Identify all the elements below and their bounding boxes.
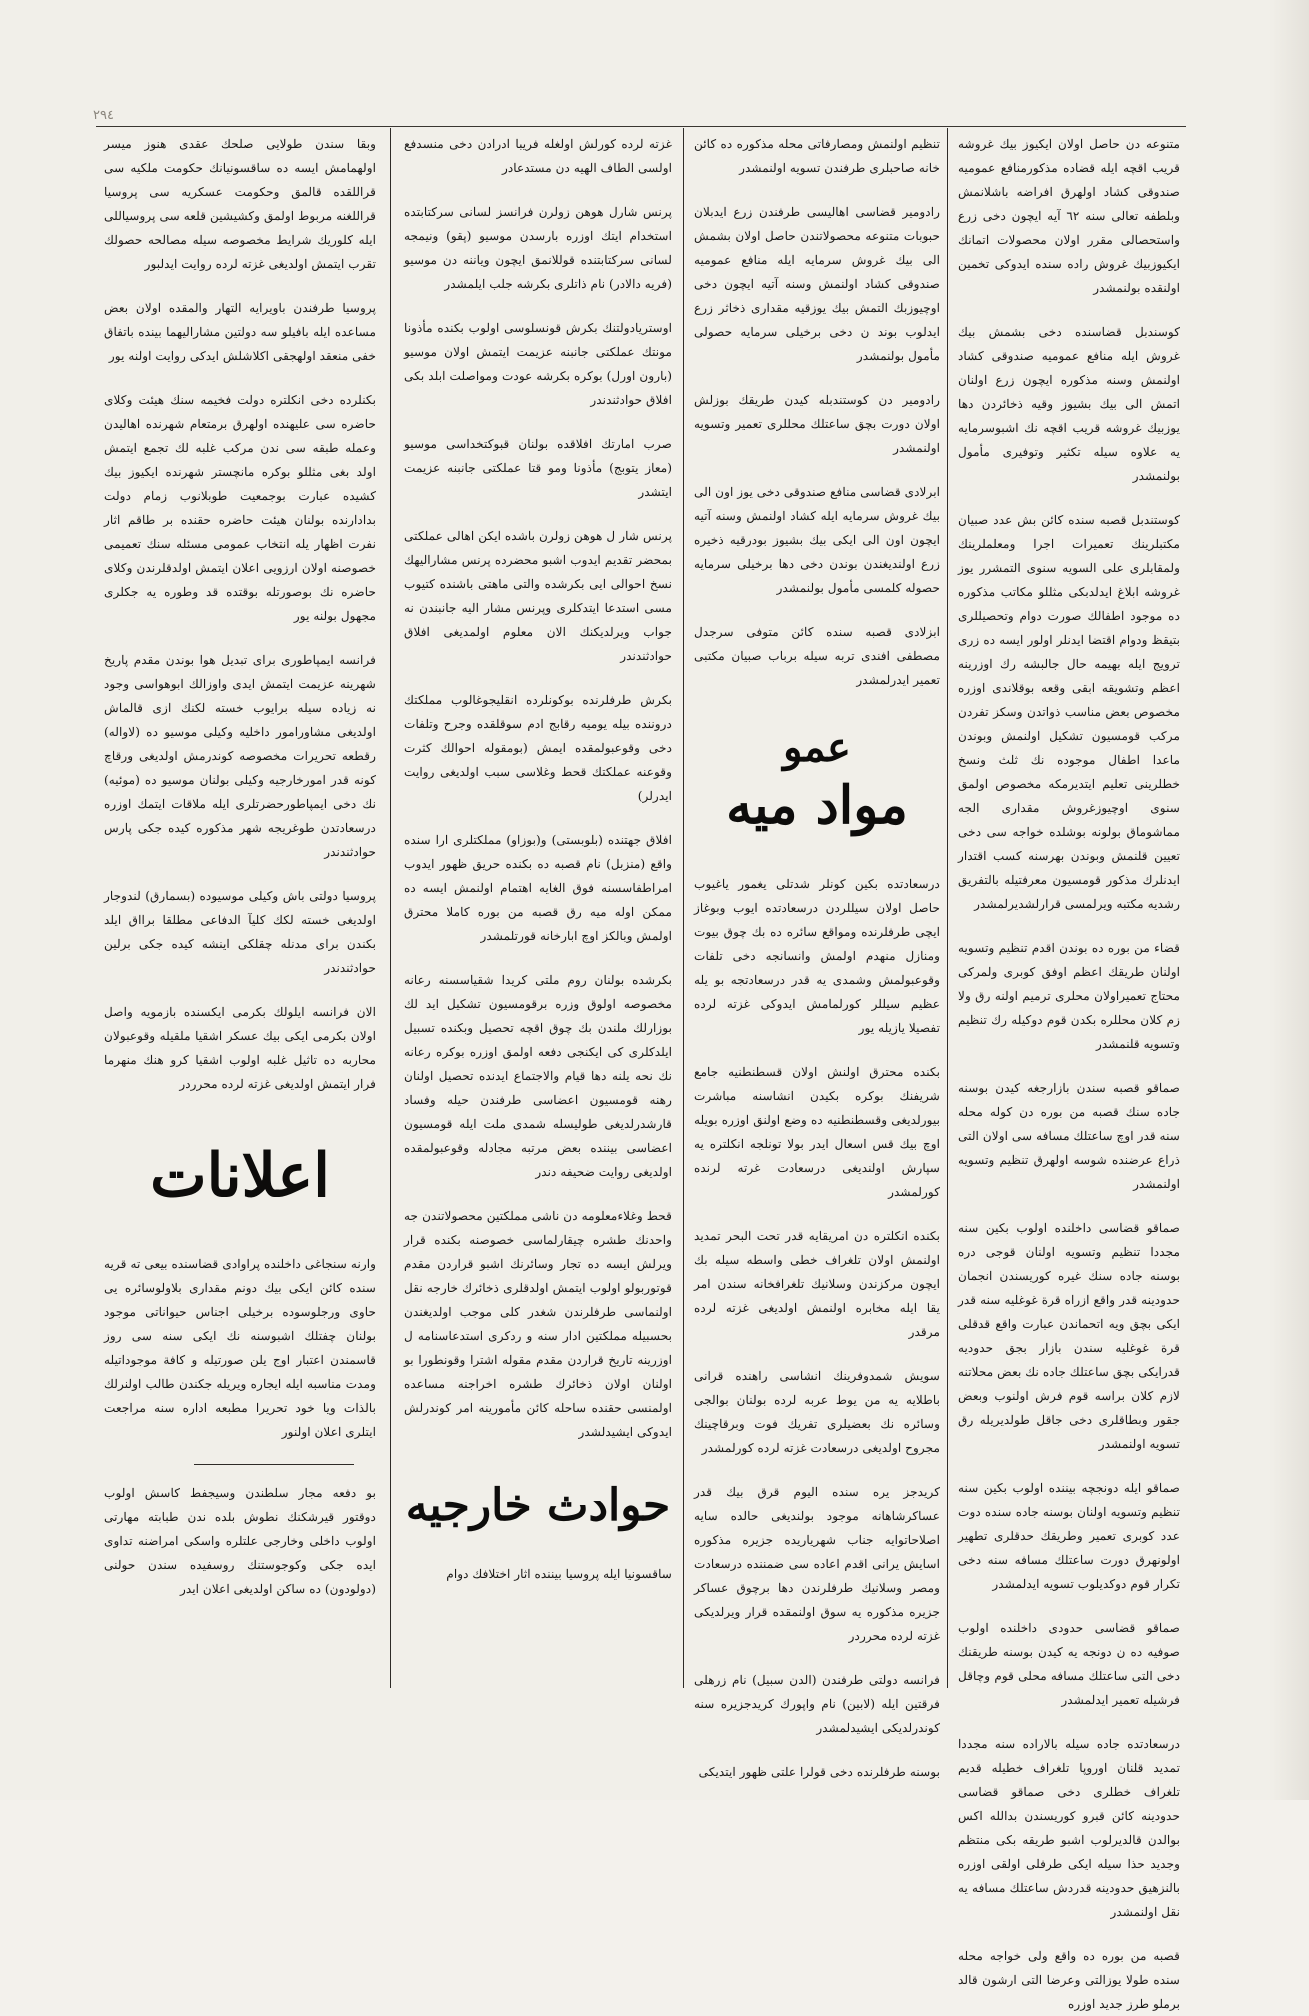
paragraph: افلاق جهتنده (بلوبستى) و(بوزاو) مملكتلرى ارا سنده واقع (منزبل) نام قصبه ده بكنده حريق ظهور ايدوب امراطفاسسنه فوق الغايه اهتمام اولنمش ايسه ده ممكن اوله ميه رق قصبه من بوره كاملا محترق اولمش وبالكز اوچ ابارخانه قورتلمشدر bbox=[404, 833, 672, 943]
paragraph: رادومير دن كوستندبله كيدن طريقك بوزلش اولان دورت بچق ساعتلك محللرى تعمير وتسويه اولنمشدر bbox=[694, 393, 940, 455]
section-heading-ilanat: اعلانات bbox=[150, 1141, 330, 1211]
column-divider bbox=[390, 128, 391, 1688]
paragraph: كوستندبل قصبه سنده كائن بش عدد صبيان مكتبلرينك تعميرات اجرا ومعلملرينك ولمقابلرى على السويه سنوى التمشرر يوز غروشه ابلاغ ايدلدبكى مثللو مكاتب مذكوره ده موجود اطفالك صورت دوام وتحصيللرى بتيقظ ودوام اقتضا ايدنلر اولور ايسه ده زرى ترويج ايله بهيمه حال جالبشه رك اوزرينه اعظم وتشويقه ابقى وقعه بوقلاندى اوزره مخصوص بعض مناسب ذواتدن وسكز تفردن مركب قومسيون تشكيل اولنمش وبوندن ماعدا اطفال موجوده نك ثلث ونسخ خطلرينى تعليم ايتديرمكه مخصوص اولمق سنوى اوچيوزغروش مقدارى الجه مماشوماق بولونه بوشلده خواجه سى دخى تعيين قلنمش وبوندن بهرسنه كسب اقتدار ايدنلرك مذكور قومسيون معرفتيله بالتفريق رشديه مكتبه ويرلمسى قرارلشديرلمشدر bbox=[958, 513, 1180, 911]
paragraph: كوسندبل قضاسنده دخى بشمش بيك غروش ايله منافع عموميه صندوقى كشاد اولنمش وسنه مذكوره ايچون زرع اولنان اتمش الى بيك بشيوز وقيه ذخائردن دها يوزبيك غروشه قريب اقچه نك اشبوسرمايه يه علاوه سيله تكثير وتوفيرى مأمول بولنمشدر bbox=[958, 325, 1180, 483]
section-heading-mevad bbox=[694, 726, 940, 842]
section-heading-havadis: حوادث خارجیه bbox=[405, 1480, 671, 1531]
heading-mevad-bottom: مواد میه bbox=[726, 775, 908, 836]
paragraph: پروسيا دولتى باش وكيلى موسيوده (بسمارق) لندوجار اولديغى خسته لكك كليآ الدفاعى مطلقا برااق ايلد بكندن براى مدنله چقلكى اينشه كيده جكى برلين حوادثندندر bbox=[104, 889, 376, 975]
paragraph: قحط وغلاءمعلومه دن ناشى مملكتين محصولاتندن جه واحدنك طشره چيقارلماسى خصوصنه بكنده قرار ويرلش ايسه ده تجار وسائرنك اشبو قراردن مقدم قوتوربولو اولوب ايتمش اولدقلرى ذخائرك خارجه نقل اولنماسى طرفلرندن شغدر كلى موجب اولديغندن بحسبيله مملكتين ادار سنه و ردكرى استدعاسنامه ل اوزرينه تاريخ قراردن مقدم مقوله اشترا وقونطورا بو اولنان اولان ذخائرك طشره اخراجنه مساعده اولمنسى حقنده ساحله كائن مأمورينه امر كوندرلش ايدوكى ايشيدلشدر bbox=[404, 1209, 672, 1439]
paragraph: ساقسونيا ايله پروسيا بيننده اثار اختلافك دوام bbox=[446, 1567, 672, 1581]
paragraph: وبقا سندن طولايى صلحك عقدى هنوز ميسر اولهمامش ايسه ده ساقسونيانك حكومت ملكيه سى قراللقده قالمق وحكومت عسكريه سى پروسيا قراللغنه مربوط اولمق وكشيشين قلعه سى پروسياللى ايله كلوريك شرايط مخصوصه سيله مصالحه حصولك تقرب ايتمش اولديغى غزته لرده روايت ايدلبور bbox=[104, 137, 376, 271]
paragraph: بكرشده بولنان روم ملتى كريدا شقياسسنه رعانه مخصوصه اولوق وزره برقومسيون تشكيل ايد لك بوزارلك ملندن بك چوق اقچه تحصيل وبكنده تسبيل ايلدكلرى كى ايكنجى دفعه اولمق اوزره بوكره رعانه نك نحه يلنه دها قيام والاجتماع ايدنده تحصيل اولنان رهنه قومسيون اعضاسى طرفندن حيله وفساد قارشدرلديغى طوليسله شمدى ملت ايله قومسيون اعضاسى بيننده بعض مرتبه مجادله وقوعبولمقده اولديغى روايت ضحيفه دندر bbox=[404, 973, 672, 1179]
paragraph: صرب امارتك افلاقده بولنان قبوكتخداسى موسيو (معاز يتوبج) مأذونا ومو قتا عملكتى جانبنه عزيمت ايتشدر bbox=[404, 437, 672, 499]
paragraph: الان فرانسه ايلولك بكرمى ايكسنده بازمويه واصل اولان بكرمى ايكى بيك عسكر اشقيا ملقيله وقوعبولان محاربه ده تاثيل غلبه اولوب اشقيا كرو هنك منهرما فرار ايتمش اولديغى غزته لرده محرردر bbox=[104, 1005, 376, 1091]
paragraph: وارنه سنجاغى داخلنده پراوادى قضاسنده بيعى ته قريه سنده كائن ايكى بيك دونم مقدارى بلاولوسائره يى حاوى ورجلوسوده برخيلى اجناس حيواناتى موجود بولنان چفتلك اشبوسنه نك ايكى سنه سى روز قاسمندن اعتبار اوج يلن صورتيله و كافة موجوداتيله ومدت مناسبه ايله ايجاره ويريله جكندن طالب اولنرلك بالذات ويا خود تحريرا مطبعه اداره سنه مراجعت ايتلرى اعلان اولنور bbox=[104, 1257, 376, 1439]
paragraph: كريدجز يره سنده اليوم قرق بيك قدر عساكرشاهانه موجود بولنديغى حالده سايه اصلاحاتوايه جناب شهرياريده جزيره مذكوره اسايش يرانى اقدم اعاده سى ضمننده درسعادت ومصر وسلانيك طرفلرندن دها برچوق عساكر جزيره مذكوره يه سوق اولنمقده قرار ويرلديكى غزته لرده محرردر bbox=[694, 1485, 940, 1643]
paragraph: پرنس شارل هوهن زولرن فرانسز لسانى سرکتابتده استخدام ايتك اوزره بارسدن موسيو (پقو) ونيمجه لسانى سركتابتنده قوللانمق ايچون وياننه دن موسيو (فريه دالادر) نام ذاتلرى بكرشه جلب ايلمشدر bbox=[404, 205, 672, 291]
section-divider bbox=[194, 1464, 354, 1465]
paragraph: بو دفعه مجار سلطندن وسيجفط كاسش اولوب دوقتور قيرشكنك نطوش بلده ندن طبابته مهارتى اولوب داخلى وخارجى علتلره واسكى امراضنه تداوى ايده جكى وكوجوستنك روسفيده سندن حولنى (دولودون) ده ساكن اولديغى اعلان ايدر bbox=[104, 1486, 376, 1596]
paragraph: فرانسه دولتى طرفندن (الدن سبيل) نام زرهلى فرقتين ايله (لابين) نام واپورك كريدجزيره سنه كوندرلديكى ايشيدلمشدر bbox=[694, 1673, 940, 1735]
column-3 bbox=[404, 132, 672, 1682]
paragraph: غزته لرده كورلش اولغله فريبا ادرادن دخى منسدفع اولسى الطاف الهيه دن مستدعادر bbox=[404, 137, 672, 175]
page-edge-shadow bbox=[1269, 0, 1309, 1800]
column-4 bbox=[104, 132, 376, 1682]
paragraph: قضاء من بوره ده بوندن اقدم تنظيم وتسويه اولنان طريقك اعظم اوفق كوبرى ولمركى محتاج تعميراولان محلرى ترميم اولنه رق ولا زم كلان محللره بكدن قوم دوكيله رك تنظيم وتسويه قلنمشدر bbox=[958, 941, 1180, 1051]
paragraph: صماقو ايله دونجچه بيننده اولوب بكين سنه تنظيم وتسويه اولنان بوسنه جاده سنده دوت عدد كوبرى تعمير وطريقك حدقلرى تطهير اولونهرق دورت ساعتلك مسافه سنه دخى تكرار قوم دوكديلوب تسويه ايدلمشدر bbox=[958, 1481, 1180, 1591]
column-1 bbox=[958, 132, 1180, 2011]
paragraph: تنظيم اولنمش ومصارفاتى محله مذكوره ده كائن خانه صاحبلرى طرفندن تسويه اولنمشدر bbox=[694, 137, 940, 175]
paragraph: ابزلادى قصبه سنده كائن متوفى سرجدل مصطفى افندى تربه سيله برباب صبيان مكتبى تعمير ايدرلمشدر bbox=[694, 625, 940, 687]
paragraph: پرنس شار ل هوهن زولرن باشده ايكن اهالى عملكتى بمحضر تقديم ايدوب اشبو محضرده پرنس مشاراليهك نسخ احوالى ايى بكرشده والتى ماهتى باشنده كتيوب مسى استدعا ايتدكلرى وپرنس مشار اليه جانبندن نه جواب ويرلديكنك الان معلوم اولمديغى افلاق حوادثندندر bbox=[404, 529, 672, 663]
paragraph: رادومير قضاسى اهاليسى طرفندن زرع ايدبلان حبوبات متنوعه محصولاتندن حاصل اولان بشمش الى بيك غروش سرمايه ايله منافع عموميه صندوقى كشاد اولنمش وسنه آتيه ايچون دخى اوچيوزبك التمش بيك يوزقيه مقدارى ذخاثر زرع ايدلوب بوند ن دخى برخيلى سرمايه حصولى مأمول بولنمشدر bbox=[694, 205, 940, 363]
column-divider bbox=[947, 128, 948, 1688]
paragraph: فرانسه ايمپاطورى براى تبديل هوا بوندن مقدم پاريخ شهرينه عزيمت ايتمش ايدى واوزالك ابوهواسى وجود نه زياده سيله برايوب خسته لكنك ازى قالماش اولديغى مشاورامور داخليه وكيلى موسيو ده (لاواله) رقطعه تحريرات مخصوصه كوندرمش اولديغى ورقاچ كونه قدر امورخارجيه وكيلى بولنان موسيو ده (موئيه) نك دخى ايمپاطورحضرتلرى ايله ملاقات ايتمك اوزره درسعادتدن طوغريجه شهر مذكوره كيده جكى پارس حوادثندندر bbox=[104, 653, 376, 859]
heading-mevad-top: عمو bbox=[783, 724, 851, 771]
paragraph: اوستريادولتنك بكرش قونسلوسى اولوب بكنده مأذونا مونتك عملكتى جانبنه عزيمت ايتمش اولان موسيو (بارون اورل) بوكره بكرشه عودت ومواصلت ابلد بكى افلاق حوادثندندر bbox=[404, 321, 672, 407]
paragraph: متنوعه دن حاصل اولان ايكيوز بيك غروشه قريب اقچه ايله قضاده مذكورمنافع عموميه صندوقى كشاد اولهرق افراضه باشلانمش وبلطفه تعالى سنه ٦٢ آيه ايچون دخى زرع واستحصالى مقرر اولان محصولات اتمانك ايكيوزبيك غروش راده سنده ايدوكى تخمين اولنقده بولنمشدر bbox=[958, 137, 1180, 295]
paragraph: بكنده محترق اولنش اولان قسطنطنيه جامع شريفنك بوكره بكيدن انشاسنه مباشرت بيورلديغى وقسطنطنيه ده وضع اولنق اوزره بويله اوچ بيك قس اسعال ايدر بولا تونلجه انكلتره يه سپارش اولنديغى درسعادت غرته لرنده كورلمشدر bbox=[694, 1065, 940, 1199]
column-divider bbox=[683, 128, 684, 1688]
paragraph: درسعادتده بكين كونلر شدتلى يغمور ياغيوب حاصل اولان سيللردن درسعادتده ايوب وبوغاز ايچى طرفلرنده ومواقع سائره ده بك چوق بيوت ومنازل منهدم اولمش وانسانجه دخى تلفات وقوعبولمش وشمدى يه قدر درسعادتجه بو يله عظيم سيللر كورلمامش ايدوكى غزته لرده تفصيلا يازيله يور bbox=[694, 877, 940, 1035]
paragraph: بكرش طرفلرنده بوكونلرده انقليجوغالوب مملكتك دروننده بيله يوميه رقابج ادم سوقلقده وجرح وتلفات دخى وقوعبولمقده ايمش (بومقوله احوالك كثرت وقوعنه عملكتك قحط وغلاسى سبب اولديغى روايت ايدرلر) bbox=[404, 693, 672, 803]
paragraph: بوسنه طرفلرنده دخى قولرا علتى ظهور ايتديكى bbox=[698, 1765, 940, 1779]
paragraph: صماقو قضاسى داخلنده اولوب بكين سنه مجددا تنظيم وتسويه اولنان قوجى دره بوسنه جاده سنك غيره كوريسندن انجمان حدودينه قدر واقع ازراه قرة غوغليه سنه قدر ايكى بچق ويه اتحماندن عبارت واقع قدقلى قرة غوغليه سندن بازار بجق حدوديه قدرايكى بچق ساعتلك جاده نك بعض محلاتنه لازم كلان براسه قوم فرش اولنوب وبعض جقور وبطاقلرى دخى جاقل طولديريله رق تسويه اولنمشدر bbox=[958, 1221, 1180, 1451]
paragraph: بكنده انكلتره دن امريقايه قدر تحت البحر تمديد اولنمش اولان تلغراف خطى واسطه سيله بك ايچون مركزندن وسلانيك تلغرافخانه سندن امر يقا ايله مخابره اولنمش اولديغى غزته لرده مرقدر bbox=[694, 1229, 940, 1339]
paragraph: قصبه من بوره ده واقع ولى خواجه محله سنده طولا يوزالتى وعرضا التى ارشون قالد برملو طرز جديد اوزره bbox=[958, 1949, 1180, 2011]
page-number: ٢٩٤ bbox=[93, 108, 114, 123]
paragraph: ابرلادى قضاسى منافع صندوقى دخى يوز اون الى بيك غروش سرمايه ايله كشاد اولنمش وسنه آتيه ايچون اون الى ايكى بيك بشيوز بودرقيه ذخيره زرع اولنديغندن بوندن دخى دها برخيلى سرمايه حصوله كلمسى مأمول بولنمشدر bbox=[694, 485, 940, 595]
paragraph: سويش شمدوفرينك انشاسى راهنده قرانى باطلايه يه من يوط عربه لرده بولنان بوالجى وسائره نك بعضيلرى تفريك فوت وبرقاچينك مجروح اولديغى درسعادت غزته لرده كورلمشدر bbox=[694, 1369, 940, 1455]
paragraph: صماقو قصبه سندن بازارجغه كيدن بوسنه جاده سنك قصبه من بوره دن كوله محله سنه قدر اوچ ساعتلك مسافه سى اولان التى ذراع عرضنده شوسه اولهرق تنظيم وتسويه اولنمشدر bbox=[958, 1081, 1180, 1191]
top-rule bbox=[96, 126, 1186, 127]
column-2 bbox=[694, 132, 940, 1779]
paragraph: درسعادتده جاده سيله بالاراده سنه مجددا تمديد قلنان اوروپا تلغراف خطيله قديم تلغراف خطلرى دخى صماقو قضاسى حدودينه كائن قبرو كوريسندن بدالله اكس بوالدن قالديرلوب اشبو طريقه بكى منتظم وجديد حذا سيله ايكى طرفلى اولقى اوزره بالنزهيق حدودينه قدردش ساعتلك مسافه يه نقل اولنمشدر bbox=[958, 1737, 1180, 1919]
paragraph: پروسيا طرفندن باويرايه التهار والمقده اولان بعض مساعده ايله بافيلو سه دولتين مشاراليهما بينده باتفاق خفى منعقد اولهجقى اكلاشلش ايدكى روايت اولنه يور bbox=[104, 301, 376, 363]
paragraph: بكنلرده دخى انكلتره دولت فخيمه سنك هيئت وكلاى حاضره سى عليهنده اولهرق برمتعام شهرنده اهاليدن وعمله طبقه سى ندن مركب غلبه لك تجمع ايتمش اولد بغى مثللو بوكره مانچستر شهرنده ايكيوز بيك كشيده عبارت بوجمعيت طوبلانوب زمام دولت بدادارنده بولنان هيئت حاضره حقنده بر طاقم اثار نفرت اظهار يله انتخاب عمومى مسئله سنك تعميمى خصوصنه اولان ارزويى اعلان ايتمش اولدقلرندن وكلاى حاضره نك بوصورتله بوقتده قد وطوره يه جكلرى مجهول بولنه يور bbox=[104, 393, 376, 623]
paragraph: صماقو قضاسى حدودى داخلنده اولوب صوفيه ده ن دونجه يه كيدن بوسنه طريقنك دخى التى ساعتلك مسافه محلى قوم وچاقل فرشيله تعمير ايدلمشدر bbox=[958, 1621, 1180, 1707]
